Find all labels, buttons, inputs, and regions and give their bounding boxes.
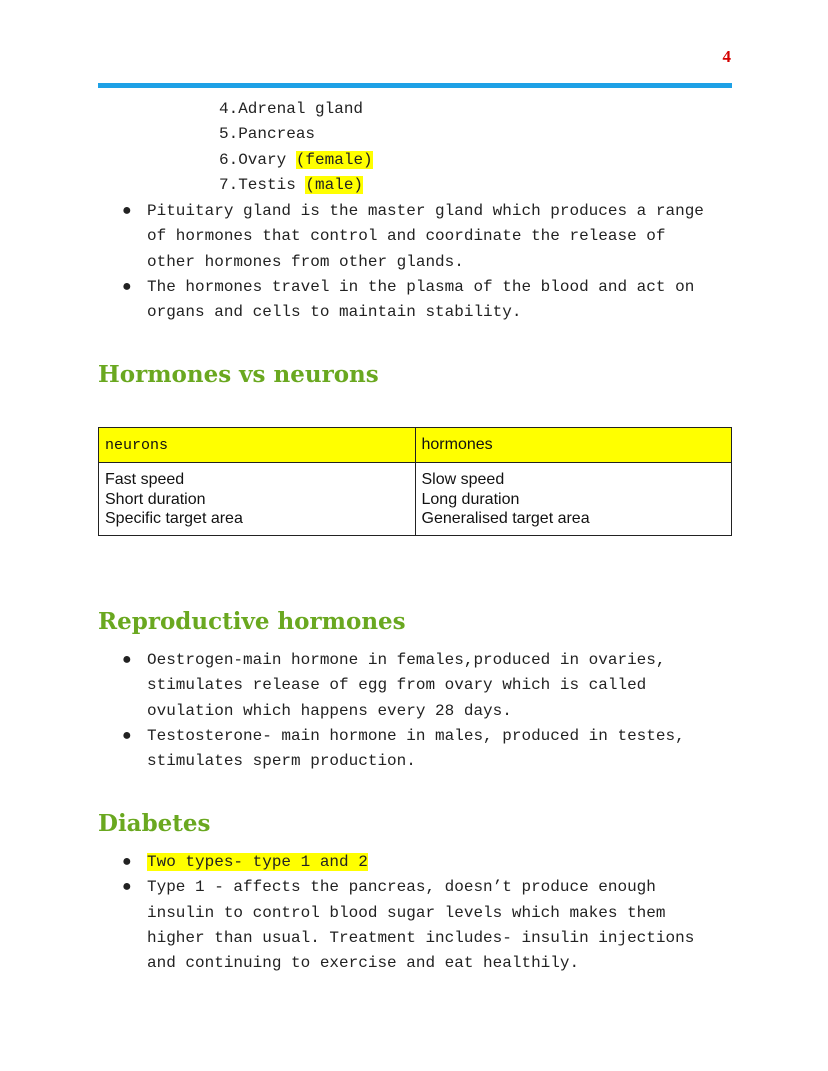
- bullet-icon: ●: [122, 277, 132, 296]
- bullet-icon: ●: [122, 726, 132, 745]
- highlight: (male): [305, 175, 364, 194]
- bullet-icon: ●: [122, 878, 132, 897]
- list-item: 6.Ovary (female): [219, 150, 373, 169]
- comparison-table: [98, 427, 732, 536]
- reproductive-bullets: [122, 648, 722, 774]
- list-item: 7.Testis (male): [219, 175, 364, 194]
- gland-list: [219, 97, 373, 198]
- list-item: ● Pituitary gland is the master gland which produces a range of hormones that control and coordinate the release of other hormones from other glands.: [122, 199, 722, 275]
- diabetes-bullets: [122, 850, 722, 976]
- list-item: 4.Adrenal gland: [219, 100, 364, 118]
- section-heading: Hormones vs neurons: [98, 361, 379, 388]
- section-heading: Reproductive hormones: [98, 608, 406, 635]
- highlight: (female): [295, 150, 373, 169]
- table-header: neurons: [99, 428, 416, 463]
- intro-bullets: [122, 199, 722, 325]
- page-number: 4: [722, 47, 731, 66]
- list-item: ● Two types- type 1 and 2: [122, 850, 722, 875]
- section-heading: Diabetes: [98, 810, 211, 837]
- bullet-icon: ●: [122, 202, 132, 220]
- list-item: 5.Pancreas: [219, 125, 316, 144]
- list-item: ● Testosterone- main hormone in males, produced in testes, stimulates sperm production.: [122, 724, 722, 775]
- table-row: Fast speed Short duration Specific target area Slow speed Long duration Generalised target area: [99, 463, 732, 536]
- list-item: ● Type 1 - affects the pancreas, doesn’t produce enough insulin to control blood sugar levels which makes them higher than usual. Treatment includes- insulin injections and continuing to exercise and eat healthily.: [122, 875, 722, 976]
- bullet-icon: ●: [122, 853, 132, 871]
- header-rule: [98, 83, 732, 88]
- table-header: hormones: [415, 428, 732, 463]
- list-item: ● The hormones travel in the plasma of the blood and act on organs and cells to maintain stability.: [122, 275, 722, 326]
- list-item: ● Oestrogen-main hormone in females,produced in ovaries, stimulates release of egg from ovary which is called ovulation which happens every 28 days.: [122, 648, 722, 724]
- bullet-icon: ●: [122, 651, 132, 669]
